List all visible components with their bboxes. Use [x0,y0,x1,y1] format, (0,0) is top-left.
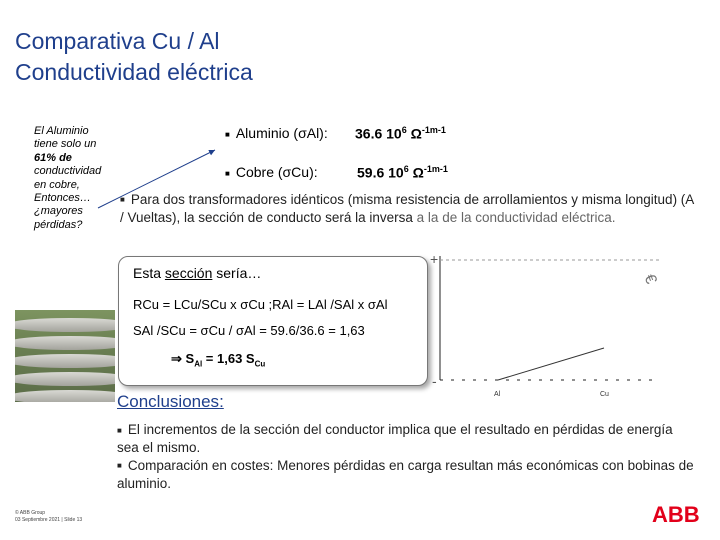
copper-conductivity [225,164,318,180]
aluminium-value: 36.6 $10^6$ $\Omega^{-1m-1}$ [355,125,446,142]
conclusion-item: ■ Comparación en costes: Menores pérdidas en carga resultan más económicas con bobinas de aluminio. [117,457,694,491]
result-formula: ⇒ $S_{Al} = 1,63$ $S_{Cu}$ [171,351,266,369]
side-note-line: ¿mayores [34,205,83,218]
box-heading: Esta sección sería… [133,265,262,281]
chart-plus-label: + [430,251,439,267]
chart-line [498,348,604,380]
bullet-icon: ■ [225,129,230,139]
conclusions-title: Conclusiones: [117,392,224,411]
conclusion-item: ■ El incrementos de la sección del conductor implica que el resultado en pérdidas de energía sea el mismo. [117,422,673,456]
al-label: Aluminio (σAl): [235,125,328,141]
coil-stripe [15,372,115,386]
side-note-line: Entonces… [34,192,91,205]
resistance-formula: RCu = LCu/SCu x σCu ;RAl = LAl /SAl x σAl [133,297,388,312]
chart-category-al: Al [494,391,501,398]
side-note-line: tiene solo un [34,138,97,151]
copper-value: 59.6 $10^6$ $\Omega^{-1m-1}$ [357,164,448,181]
bullet-icon: ■ [117,425,122,435]
bullet-icon: ■ [120,195,125,205]
chart-minus-label: - [432,373,437,389]
transformer-coil-photo [15,310,115,402]
copyright: © ABB Group [15,510,46,516]
side-note-line: El Aluminio [34,125,89,137]
conclusions-list [117,421,697,492]
date-slide: 03 Septiembre 2021 | Slide 13 [15,517,83,523]
footer [15,510,82,524]
side-note-line: pérdidas? [34,218,83,231]
title-line-1: Comparativa Cu / Al [15,28,220,54]
abb-logo [652,502,704,524]
coil-stripe [15,318,115,332]
coil-stripe [15,354,115,368]
chart-scale-glyph: € [640,272,660,287]
section-ratio-formula: SAl /SCu = σCu / σAl = 59.6/36.6 = 1,63 [133,323,365,338]
side-note-line: 61% de [34,151,72,164]
coil-stripe [15,390,115,402]
title-line-2: Conductividad eléctrica [15,59,253,85]
explanation-paragraph: ■ Para dos transformadores idénticos (misma resistencia de arrollamientos y misma longitud) (A / Vueltas), la sección de conducto será la inversa a la de la conductividad eléctrica. [120,192,694,226]
svg-text:ABB: ABB [652,502,700,524]
chart-category-cu: Cu [600,391,609,398]
formula-box [118,256,428,386]
aluminium-conductivity [225,125,328,141]
section-chart [428,248,668,398]
bullet-icon: ■ [117,461,122,471]
side-note-line: en cobre, [34,178,80,191]
cu-label: Cobre (σCu): [235,164,318,180]
bullet-icon: ■ [225,168,230,178]
coil-stripe [15,336,115,350]
side-note-line: conductividad [34,165,102,178]
